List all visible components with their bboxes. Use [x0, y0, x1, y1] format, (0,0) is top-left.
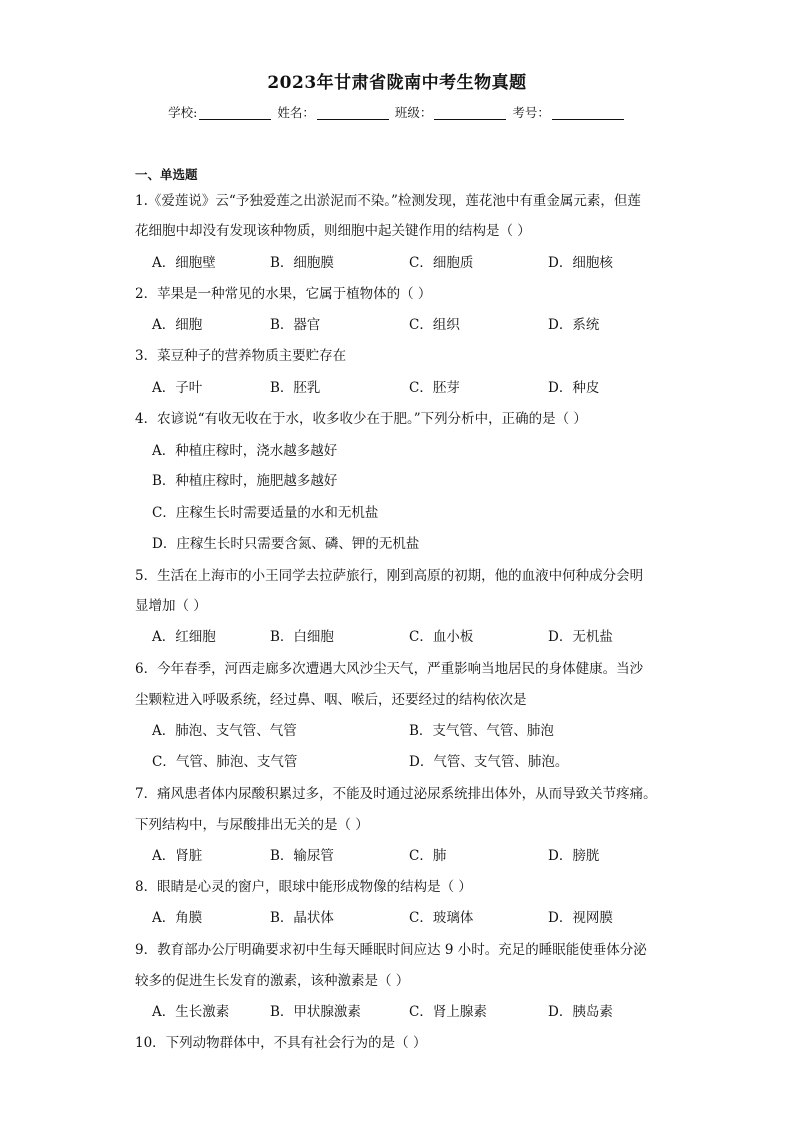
question-1-line-2: 花细胞中却没有发现该种物质，则细胞中起关键作用的结构是（ ） — [135, 223, 531, 239]
class-label: 班级： — [394, 105, 433, 120]
question-8-line-1: 8．眼睛是心灵的窗户，眼球中能形成物像的结构是（ ） — [135, 879, 472, 895]
option-d[interactable]: D．种皮 — [548, 380, 600, 396]
option-d[interactable]: D．无机盐 — [548, 629, 613, 645]
question-6-line-1: 6．今年春季，河西走廊多次遭遇大风沙尘天气，严重影响当地居民的身体健康。当沙 — [135, 661, 644, 677]
option-c[interactable]: C．庄稼生长时需要适量的水和无机盐 — [152, 505, 379, 521]
option-a[interactable]: A．种植庄稼时，浇水越多越好 — [152, 443, 338, 459]
question-6-options-row-2 — [152, 747, 652, 777]
option-a[interactable]: A．子叶 — [152, 380, 203, 396]
option-b[interactable]: B．器官 — [270, 317, 321, 333]
question-6-options-row-1 — [152, 716, 652, 746]
question-7-options — [152, 841, 652, 871]
option-c[interactable]: C．血小板 — [409, 629, 474, 645]
option-a[interactable]: A．肾脏 — [152, 848, 203, 864]
question-4-line-1: 4．农谚说“有收无收在于水，收多收少在于肥。”下列分析中，正确的是（ ） — [135, 411, 587, 427]
option-a[interactable]: A．细胞 — [152, 317, 203, 333]
option-b[interactable]: B．白细胞 — [270, 629, 334, 645]
option-d[interactable]: D．细胞核 — [548, 255, 613, 271]
option-c[interactable]: C．胚芽 — [409, 380, 460, 396]
option-b[interactable]: B．胚乳 — [270, 380, 321, 396]
option-b[interactable]: B．输尿管 — [270, 848, 334, 864]
question-7-line-2: 下列结构中，与尿酸排出无关的是（ ） — [135, 817, 369, 833]
question-2-options — [152, 310, 652, 340]
option-b[interactable]: B．晶状体 — [270, 910, 334, 926]
question-1-options — [152, 248, 652, 278]
number-blank[interactable] — [552, 107, 624, 120]
page-title: 2023年甘肃省陇南中考生物真题 — [267, 73, 527, 93]
option-d[interactable]: D．膀胱 — [548, 848, 600, 864]
number-label: 考号： — [512, 105, 550, 120]
class-blank[interactable] — [434, 107, 506, 120]
option-d[interactable]: D．视网膜 — [548, 910, 613, 926]
option-a[interactable]: A．生长激素 — [152, 1004, 230, 1020]
student-info-line — [0, 103, 794, 121]
school-label: 学校: — [168, 105, 198, 120]
option-a[interactable]: A．红细胞 — [152, 629, 216, 645]
question-10-line-1: 10．下列动物群体中，不具有社会行为的是（ ） — [135, 1035, 427, 1051]
option-a[interactable]: A．肺泡、支气管、气管 — [152, 723, 297, 739]
question-5-line-1: 5．生活在上海市的小王同学去拉萨旅行，刚到高原的初期，他的血液中何种成分会明 — [135, 568, 644, 584]
name-label: 姓名： — [277, 105, 315, 120]
question-3-line-1: 3．菜豆种子的营养物质主要贮存在 — [135, 348, 347, 364]
school-blank[interactable] — [199, 107, 271, 120]
option-b[interactable]: B．甲状腺激素 — [270, 1004, 361, 1020]
option-d[interactable]: D．系统 — [548, 317, 600, 333]
question-5-line-2: 显增加（ ） — [135, 598, 207, 614]
option-c[interactable]: C．气管、肺泡、支气管 — [152, 754, 298, 770]
option-c[interactable]: C．肺 — [409, 848, 447, 864]
question-8-options — [152, 903, 652, 933]
question-5-options — [152, 622, 652, 652]
option-d[interactable]: D．胰岛素 — [548, 1004, 613, 1020]
question-7-line-1: 7．痛风患者体内尿酸积累过多，不能及时通过泌尿系统排出体外，从而导致关节疼痛。 — [135, 786, 657, 802]
option-c[interactable]: C．肾上腺素 — [409, 1004, 487, 1020]
option-c[interactable]: C．组织 — [409, 317, 460, 333]
option-c[interactable]: C．细胞质 — [409, 255, 474, 271]
question-9-line-1: 9．教育部办公厅明确要求初中生每天睡眠时间应达 9 小时。充足的睡眠能使垂体分泌 — [135, 942, 647, 958]
section-heading: 一、单选题 — [135, 167, 198, 182]
question-6-line-2: 尘颗粒进入呼吸系统，经过鼻、咽、喉后，还要经过的结构依次是 — [135, 692, 527, 708]
option-a[interactable]: A．角膜 — [152, 910, 203, 926]
option-d[interactable]: D．庄稼生长时只需要含氮、磷、钾的无机盐 — [152, 536, 420, 552]
question-3-options — [152, 373, 652, 403]
question-2-line-1: 2．苹果是一种常见的水果，它属于植物体的（ ） — [135, 286, 432, 302]
option-b[interactable]: B．种植庄稼时，施肥越多越好 — [152, 473, 338, 489]
question-9-options — [152, 997, 652, 1027]
option-b[interactable]: B．支气管、气管、肺泡 — [409, 723, 554, 739]
question-9-line-2: 较多的促进生长发育的激素，该种激素是（ ） — [135, 973, 410, 989]
option-d[interactable]: D．气管、支气管、肺泡。 — [409, 754, 569, 770]
option-b[interactable]: B．细胞膜 — [270, 255, 334, 271]
name-blank[interactable] — [317, 107, 389, 120]
option-c[interactable]: C．玻璃体 — [409, 910, 474, 926]
question-1-line-1: 1.《爱莲说》云“予独爱莲之出淤泥而不染。”检测发现，莲花池中有重金属元素，但莲 — [135, 193, 641, 209]
option-a[interactable]: A．细胞壁 — [152, 255, 216, 271]
